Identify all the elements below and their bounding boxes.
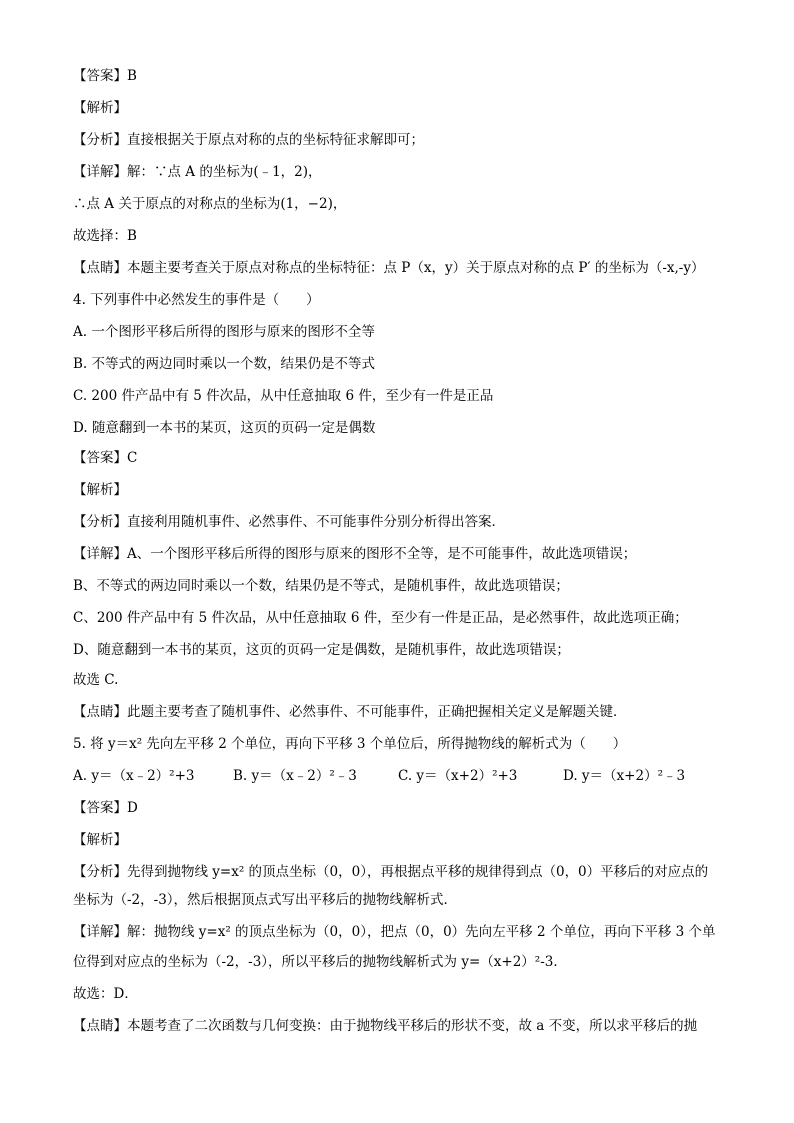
answer-label: 【答案】C	[73, 450, 138, 466]
option-c: C. 200 件产品中有 5 件次品，从中任意抽取 6 件，至少有一件是正品	[73, 388, 494, 404]
options-row	[73, 766, 733, 786]
analysis-heading: 【解析】	[73, 100, 127, 116]
detail-text: B、不等式的两边同时乘以一个数，结果仍是不等式，是随机事件，故此选项错误；	[73, 578, 569, 594]
option-b: B. y＝（x﹣2）²﹣3	[233, 768, 357, 784]
detail-text: ∴点 A 关于原点的对称点的坐标为(1，−2)，	[73, 196, 347, 212]
comment-text: 【点睛】本题考查了二次函数与几何变换：由于抛物线平移后的形状不变，故 a 不变，所以求平移后的抛	[73, 1018, 698, 1034]
option-a: A. 一个图形平移后所得的图形与原来的图形不全等	[73, 324, 375, 340]
option-b: B. 不等式的两边同时乘以一个数，结果仍是不等式	[73, 356, 376, 372]
question-4: 4. 下列事件中必然发生的事件是（ ）	[73, 292, 320, 308]
choice-text: 故选：D．	[73, 986, 138, 1002]
option-a: A. y＝（x﹣2）²+3	[73, 768, 195, 784]
comment-text: 【点睛】此题主要考查了随机事件、必然事件、不可能事件，正确把握相关定义是解题关键．	[73, 704, 627, 720]
option-c: C. y＝（x+2）²+3	[398, 768, 518, 784]
detail-text: 位得到对应点的坐标为（-2，-3），所以平移后的抛物线解析式为 y=（x+2）²-3．	[73, 954, 567, 970]
answer-label: 【答案】B	[73, 68, 137, 84]
detail-text: 【详解】解：抛物线 y=x² 的顶点坐标为（0，0），把点（0，0）先向左平移 2 个单位，再向下平移 3 个单	[73, 924, 716, 940]
question-5: 5. 将 y＝x² 先向左平移 2 个单位，再向下平移 3 个单位后，所得抛物线的解析式为（ ）	[73, 736, 627, 752]
choice-text: 故选择：B	[73, 228, 137, 244]
analysis-heading: 【解析】	[73, 482, 127, 498]
option-d: D. 随意翻到一本书的某页，这页的页码一定是偶数	[73, 420, 376, 436]
option-d: D. y＝（x+2）²﹣3	[563, 768, 686, 784]
detail-text: C、200 件产品中有 5 件次品，从中任意抽取 6 件，至少有一件是正品，是必然事件，故此选项正确；	[73, 610, 688, 626]
analysis-text: 坐标为（-2，-3），然后根据顶点式写出平移后的抛物线解析式．	[73, 892, 458, 908]
answer-label: 【答案】D	[73, 800, 138, 816]
analysis-text: 【分析】先得到抛物线 y=x² 的顶点坐标（0，0），再根据点平移的规律得到点（0，0）平移后的对应点的	[73, 864, 709, 880]
detail-text: 【详解】A、一个图形平移后所得的图形与原来的图形不全等，是不可能事件，故此选项错误；	[73, 546, 637, 562]
analysis-heading: 【解析】	[73, 832, 127, 848]
detail-text: 【详解】解：∵点 A 的坐标为(﹣1，2)，	[73, 164, 322, 180]
analysis-text: 【分析】直接根据关于原点对称的点的坐标特征求解即可；	[73, 132, 424, 148]
detail-text: D、随意翻到一本书的某页，这页的页码一定是偶数，是随机事件，故此选项错误；	[73, 642, 570, 658]
choice-text: 故选 C.	[73, 672, 119, 688]
analysis-text: 【分析】直接利用随机事件、必然事件、不可能事件分别分析得出答案．	[73, 514, 505, 530]
comment-text: 【点睛】本题主要考查关于原点对称点的坐标特征：点 P（x，y）关于原点对称的点 P′ 的坐标为（-x,-y）	[73, 260, 705, 276]
